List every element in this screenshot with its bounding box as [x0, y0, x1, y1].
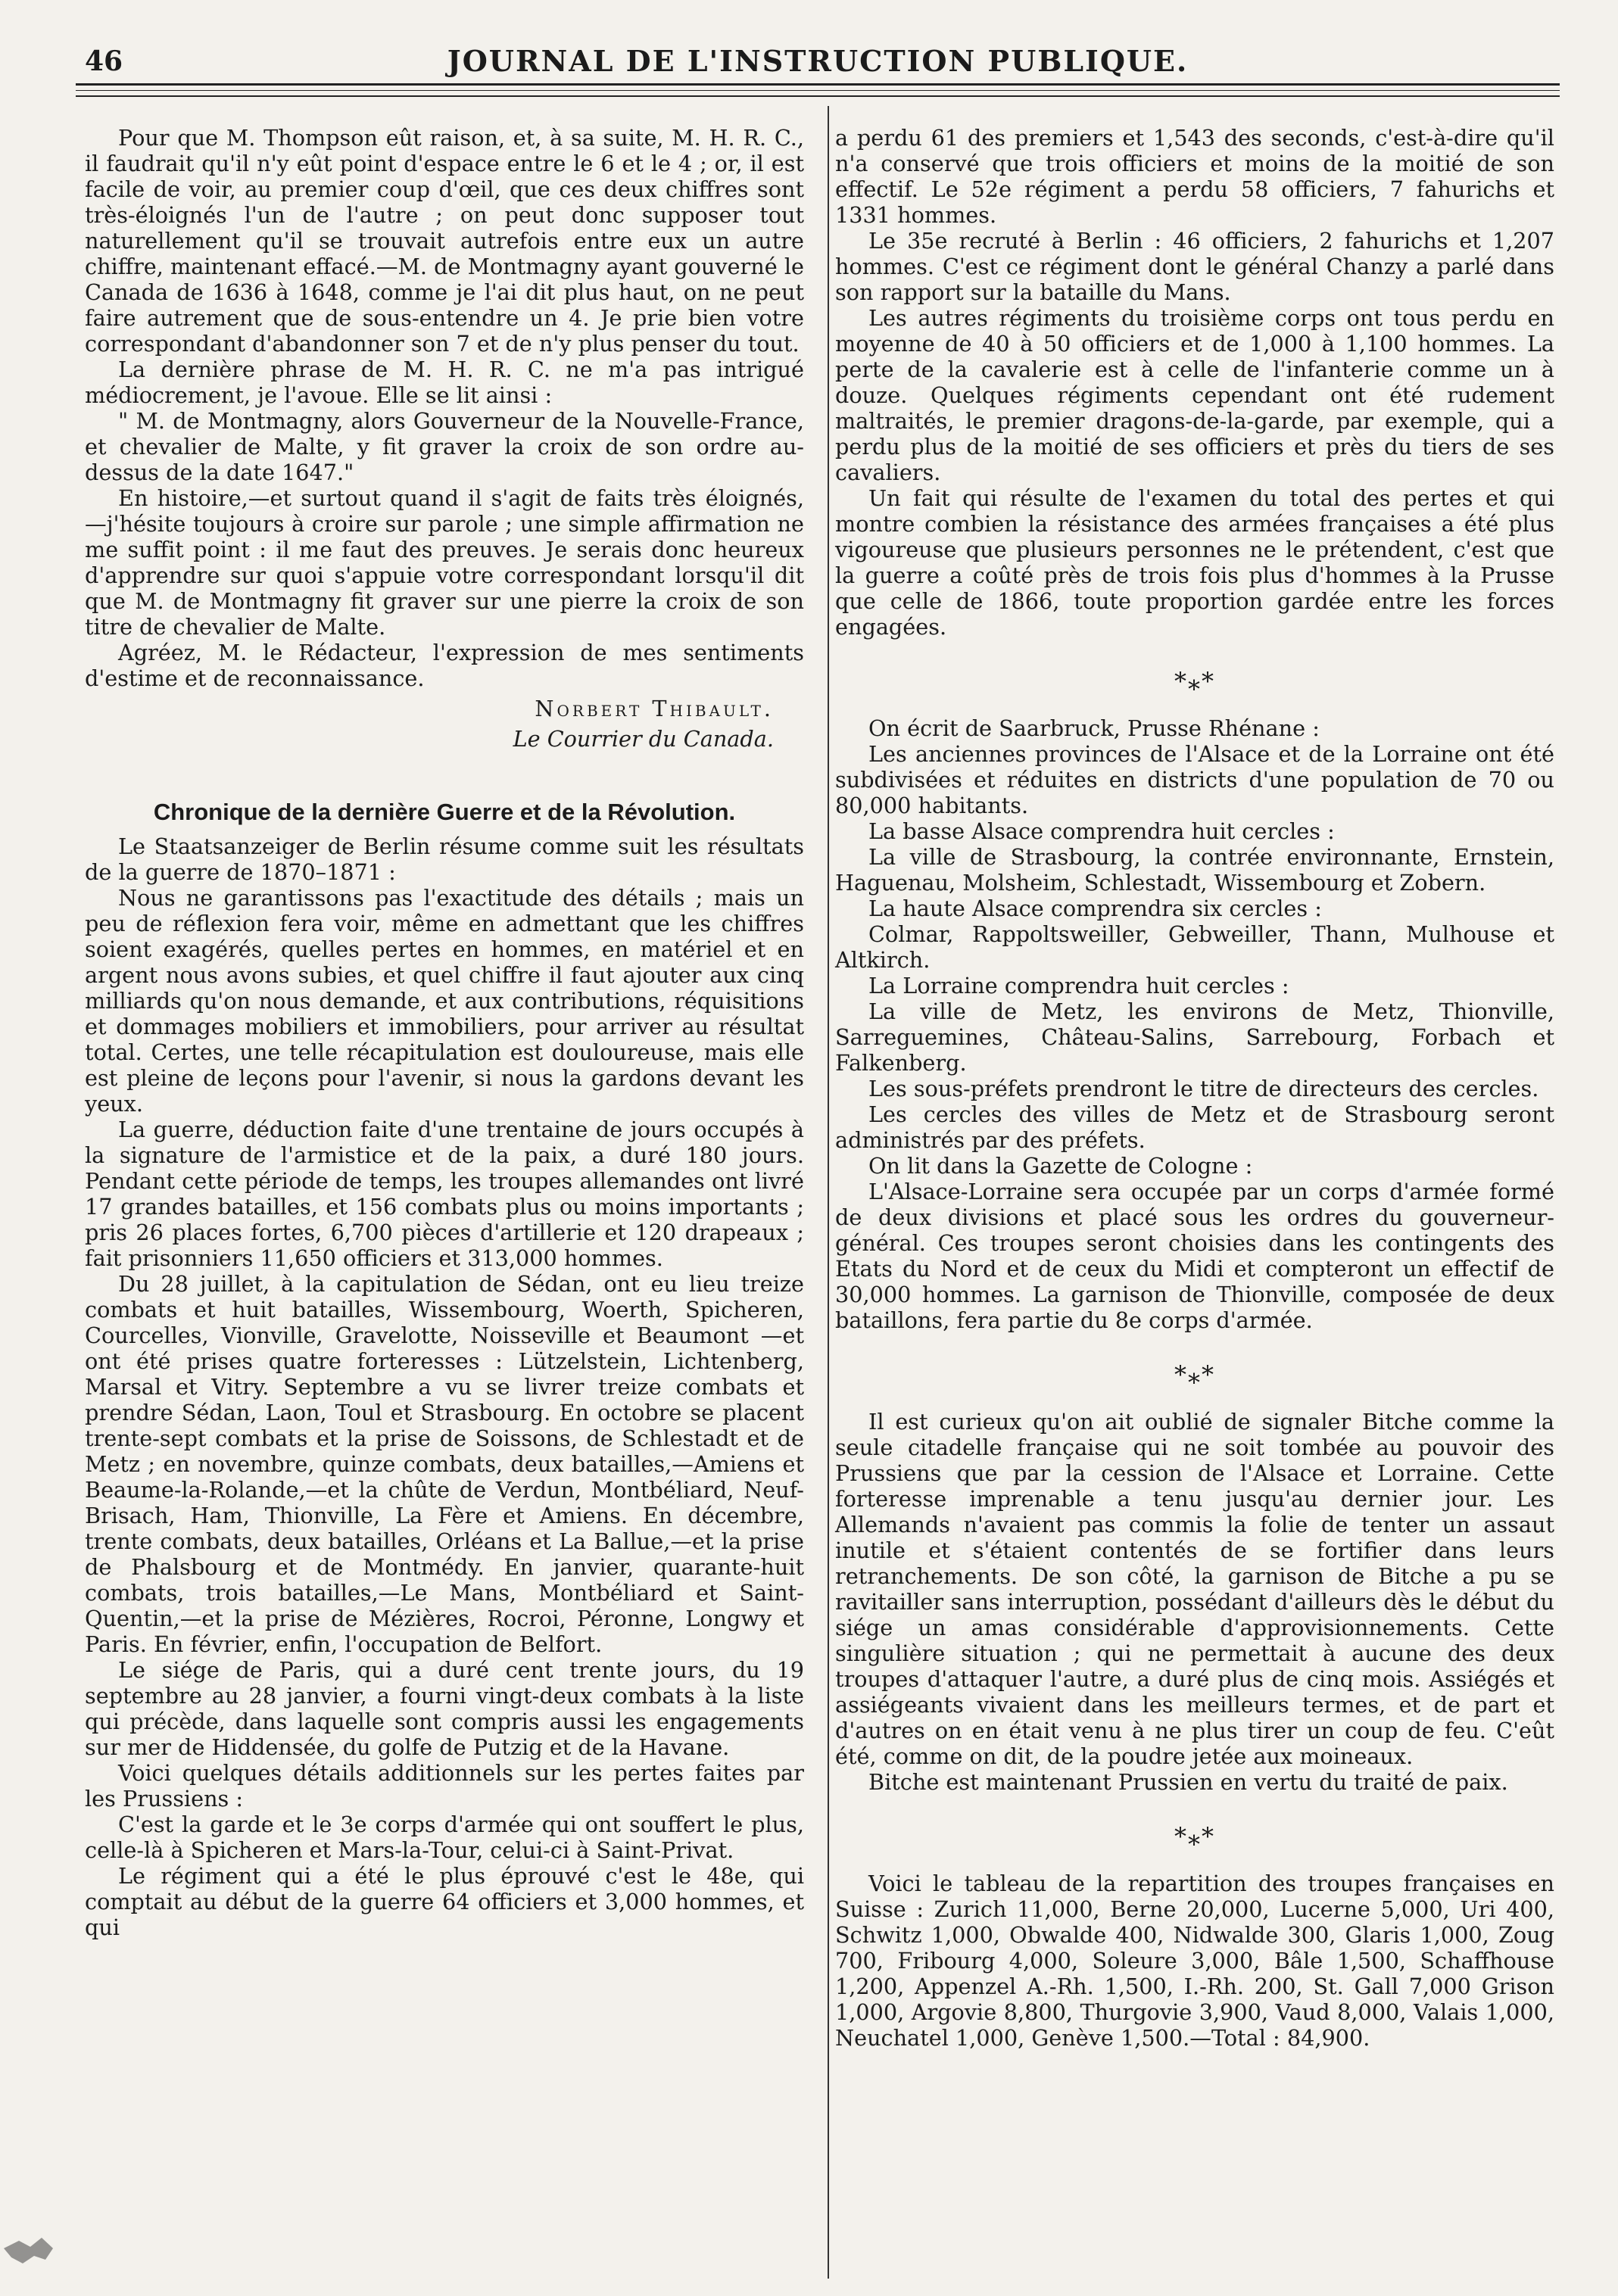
- paragraph: C'est la garde et le 3e corps d'armée qui ont souffert le plus, celle-là à Spicheren et Mars-la-Tour, celui-ci à Saint-Privat.: [85, 1812, 804, 1863]
- section-separator: *⁎*: [1174, 1360, 1215, 1389]
- header-rule: [76, 83, 1560, 86]
- paragraph: Voici le tableau de la repartition des troupes françaises en Suisse : Zurich 11,000, Berne 20,000, Lucerne 5,000, Uri 400, Schwitz 1,000, Obwalde 400, Nidwalde 300, Glaris 1,000, Zoug 700, Fribourg 4,000, Soleure 3,000, Bâle 1,500, Schaffhouse 1,200, Appenzel A.-Rh. 1,500, I.-Rh. 200, St. Gall 7,000 Grison 1,000, Argovie 8,800, Thurgovie 3,900, Vaud 8,000, Valais 1,000, Neuchatel 1,000, Genève 1,500.—Total : 84,900.: [835, 1871, 1554, 2051]
- paragraph: Les anciennes provinces de l'Alsace et de la Lorraine ont été subdivisées et réduites en districts d'une population de 70 ou 80,000 habitants.: [835, 741, 1554, 818]
- column-divider: [828, 106, 829, 2279]
- signature-name: Norbert Thibault.: [535, 696, 774, 721]
- paragraph: L'Alsace-Lorraine sera occupée par un corps d'armée formé de deux divisions et placé sous les ordres du gouverneur-général. Ces troupes seront choisies dans les contingents des Etats du Nord et de ceux du Midi et compteront un effectif de 30,000 hommes. La garnison de Thionville, composée de deux bataillons, fera partie du 8e corps d'armée.: [835, 1179, 1554, 1333]
- paragraph: Il est curieux qu'on ait oublié de signaler Bitche comme la seule citadelle française qui ne soit tombée au pouvoir des Prussiens que par la cession de l'Alsace et Lorraine. Cette forteresse imprenable a tenu jusqu'au dernier jour. Les Allemands n'avaient pas commis la folie de tenter un assaut inutile et s'étaient contentés de se fortifier dans leurs retranchements. De son côté, la garnison de Bitche a pu se ravitailler sans interruption, possédant d'ailleurs dès le début du siége un amas considérable d'approvisionnements. Cette singulière situation ; qui ne permettait à aucune des deux troupes d'attaquer l'autre, a duré plus de cinq mois. Assiégés et assiégeants vivaient dans les meilleurs termes, et de part et d'autres on en était venu à ne plus tirer un coup de feu. C'eût été, comme on dit, de la poudre jetée aux moineaux.: [835, 1409, 1554, 1769]
- paragraph: Le Staatsanzeiger de Berlin résume comme suit les résultats de la guerre de 1870–1871 :: [85, 833, 804, 885]
- paragraph: Agréez, M. le Rédacteur, l'expression de mes sentiments d'estime et de reconnaissance.: [85, 640, 804, 691]
- quotation: " M. de Montmagny, alors Gouverneur de la Nouvelle-France, et chevalier de Malte, y fit graver la croix de son ordre au-dessus de la date 1647.": [85, 408, 804, 485]
- paragraph: La basse Alsace comprendra huit cercles :: [868, 818, 1335, 844]
- paragraph: En histoire,—et surtout quand il s'agit de faits très éloignés, —j'hésite toujours à croire sur parole ; une simple affirmation ne me suffit point : il me faut des preuves. Je serais donc heureux d'apprendre sur quoi s'appuie votre correspondant lorsqu'il dit que M. de Montmagny fit graver sur une pierre la croix de son titre de chevalier de Malte.: [85, 485, 804, 640]
- section-separator: *⁎*: [1174, 667, 1215, 696]
- header-rule: [76, 90, 1560, 91]
- page-header: [76, 38, 1560, 77]
- paragraph: La Lorraine comprendra huit cercles :: [868, 973, 1289, 998]
- ink-blot-icon: [0, 2218, 83, 2286]
- paragraph: a perdu 61 des premiers et 1,543 des seconds, c'est-à-dire qu'il n'a conservé que trois officiers et moins de la moitié de son effectif. Le 52e régiment a perdu 58 officiers, 7 fahurichs et 1331 hommes.: [835, 125, 1554, 228]
- right-column: [835, 125, 1554, 2051]
- signature-source: Le Courrier du Canada.: [513, 726, 774, 752]
- paragraph: Voici quelques détails additionnels sur les pertes faites par les Prussiens :: [85, 1760, 804, 1812]
- paragraph: Nous ne garantissons pas l'exactitude des détails ; mais un peu de réflexion fera voir, même en admettant que les chiffres soient exagérés, quelles pertes en hommes, en matériel et en argent nous avons subies, et quel chiffre il faut ajouter aux cinq milliards qu'on nous demande, et aux contributions, réquisitions et dommages mobiliers et immobiliers, pour arriver au résultat total. Certes, une telle récapitulation est douloureuse, mais elle est pleine de leçons pour l'avenir, si nous la gardons devant les yeux.: [85, 885, 804, 1117]
- paragraph: Un fait qui résulte de l'examen du total des pertes et qui montre combien la résistance des armées françaises a été plus vigoureuse que plusieurs personnes ne le prétendent, c'est que la guerre a coûté près de trois fois plus d'hommes à la Prusse que celle de 1866, toute proportion gardée entre les forces engagées.: [835, 485, 1554, 640]
- paragraph: Du 28 juillet, à la capitulation de Sédan, ont eu lieu treize combats et huit batailles, Wissembourg, Woerth, Spicheren, Courcelles, Vionville, Gravelotte, Noisseville et Beaumont —et ont été prises quatre forteresses : Lützelstein, Lichtenberg, Marsal et Vitry. Septembre a vu se livrer treize combats et prendre Sédan, Laon, Toul et Strasbourg. En octobre se placent trente-sept combats et la prise de Soissons, de Schlestadt et de Metz ; en novembre, quinze combats, deux batailles,—Amiens et Beaume-la-Rolande,—et la chûte de Verdun, Montbéliard, Neuf-Brisach, Ham, Thionville, La Fère et Amiens. En décembre, trente combats, deux batailles, Orléans et La Ballue,—et la prise de Phalsbourg et de Montmédy. En janvier, quarante-huit combats, trois batailles,—Le Mans, Montbéliard et Saint-Quentin,—et la prise de Mézières, Rocroi, Péronne, Longwy et Paris. En février, enfin, l'occupation de Belfort.: [85, 1271, 804, 1657]
- paragraph: Le régiment qui a été le plus éprouvé c'est le 48e, qui comptait au début de la guerre 64 officiers et 3,000 hommes, et qui: [85, 1863, 804, 1940]
- paragraph: La haute Alsace comprendra six cercles :: [868, 896, 1322, 921]
- running-title: JOURNAL DE L'INSTRUCTION PUBLIQUE.: [447, 44, 1189, 78]
- paragraph: Les autres régiments du troisième corps ont tous perdu en moyenne de 40 à 50 officiers et de 1,000 à 1,100 hommes. La perte de la cavalerie est à celle de l'infanterie comme un à douze. Quelques régiments cependant ont été rudement maltraités, le premier dragons-de-la-garde, par exemple, qui a perdu plus de la moitié de ses officiers et près du tiers de ses cavaliers.: [835, 305, 1554, 485]
- section-separator: *⁎*: [1174, 1822, 1215, 1851]
- section-heading: Chronique de la dernière Guerre et de la Révolution.: [153, 799, 736, 825]
- paragraph: Les sous-préfets prendront le titre de directeurs des cercles.: [868, 1076, 1539, 1101]
- paragraph: On lit dans la Gazette de Cologne :: [868, 1153, 1253, 1179]
- left-column: [85, 125, 804, 1940]
- paragraph: Le siége de Paris, qui a duré cent trente jours, du 19 septembre au 28 janvier, a fourni vingt-deux combats à la liste qui précède, dans laquelle sont compris aussi les engagements sur mer de Hiddensée, du golfe de Putzig et de la Havane.: [85, 1657, 804, 1760]
- paragraph: Le 35e recruté à Berlin : 46 officiers, 2 fahurichs et 1,207 hommes. C'est ce régiment dont le général Chanzy a parlé dans son rapport sur la bataille du Mans.: [835, 228, 1554, 305]
- header-rule: [76, 95, 1560, 97]
- paragraph: Colmar, Rappoltsweiller, Gebweiller, Thann, Mulhouse et Altkirch.: [835, 921, 1554, 973]
- paragraph: On écrit de Saarbruck, Prusse Rhénane :: [868, 715, 1320, 741]
- paragraph: La ville de Strasbourg, la contrée environnante, Ernstein, Haguenau, Molsheim, Schlestadt, Wissembourg et Zobern.: [835, 844, 1554, 896]
- paragraph: Les cercles des villes de Metz et de Strasbourg seront administrés par des préfets.: [835, 1101, 1554, 1153]
- paragraph: La guerre, déduction faite d'une trentaine de jours occupés à la signature de l'armistice et de la paix, a duré 180 jours. Pendant cette période de temps, les troupes allemandes ont livré 17 grandes batailles, et 156 combats plus ou moins importants ; pris 26 places fortes, 6,700 pièces d'artillerie et 120 drapeaux ; fait prisonniers 11,650 officiers et 313,000 hommes.: [85, 1117, 804, 1271]
- paragraph: Bitche est maintenant Prussien en vertu du traité de paix.: [868, 1769, 1508, 1795]
- paragraph: La dernière phrase de M. H. R. C. ne m'a pas intrigué médiocrement, je l'avoue. Elle se lit ainsi :: [85, 357, 804, 408]
- paragraph: La ville de Metz, les environs de Metz, Thionville, Sarreguemines, Château-Salins, Sarrebourg, Forbach et Falkenberg.: [835, 998, 1554, 1076]
- ink-blot-decoration: [0, 2218, 83, 2286]
- page-number: 46: [85, 45, 123, 77]
- paragraph: Pour que M. Thompson eût raison, et, à sa suite, M. H. R. C., il faudrait qu'il n'y eût point d'espace entre le 6 et le 4 ; or, il est facile de voir, au premier coup d'œil, que ces deux chiffres sont très-éloignés l'un de l'autre ; on peut donc supposer tout naturellement qu'il se trouvait autrefois entre eux un autre chiffre, maintenant effacé.—M. de Montmagny ayant gouverné le Canada de 1636 à 1648, comme je l'ai dit plus haut, on ne peut faire autrement que de sous-entendre un 4. Je prie bien votre correspondant d'abandonner son 7 et de n'y plus penser du tout.: [85, 125, 804, 357]
